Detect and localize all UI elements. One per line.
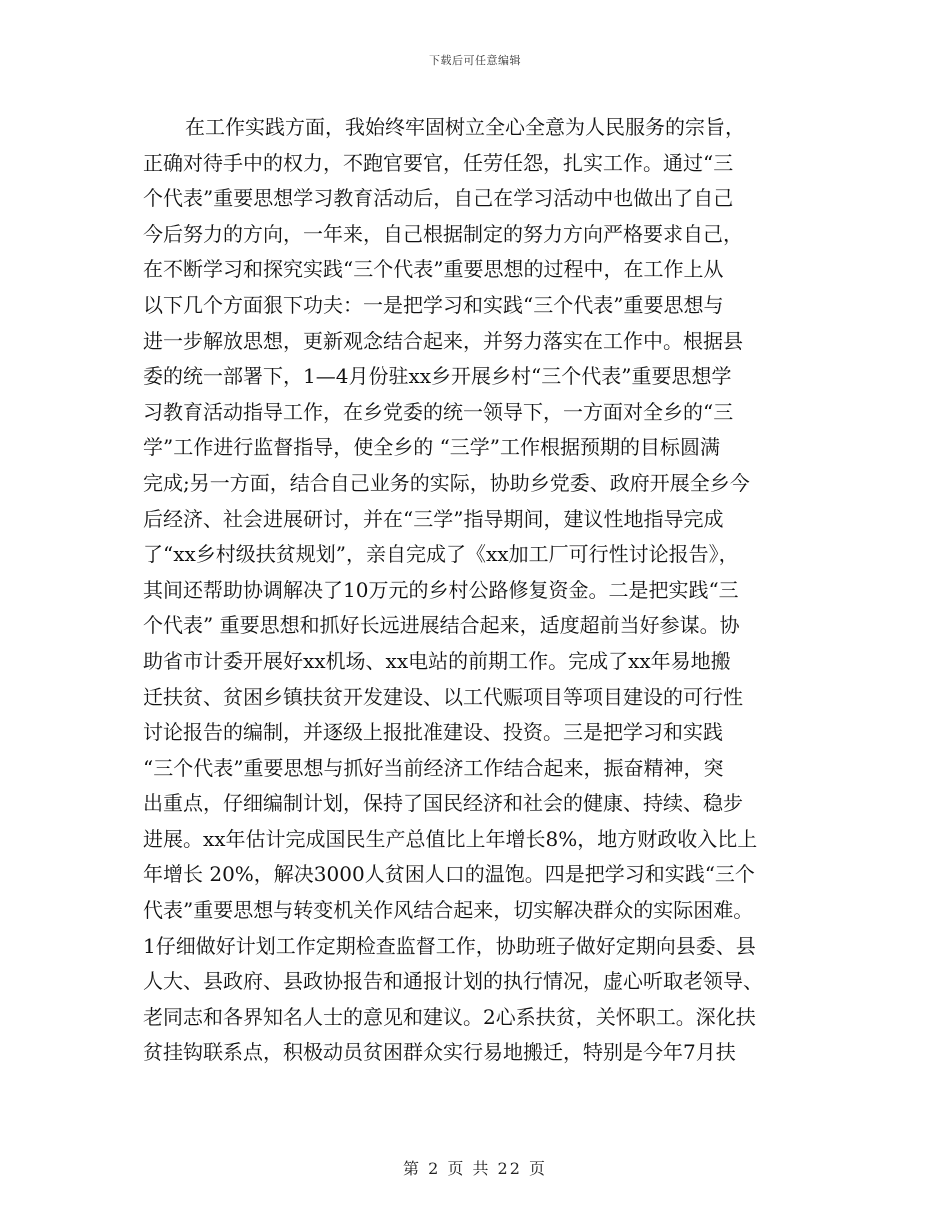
text-line: 以下几个方面狠下功夫：一是把学习和实践“三个代表”重要思想与 <box>143 292 724 317</box>
text-line: 在不断学习和探究实践“三个代表”重要思想的过程中，在工作上从 <box>143 257 724 282</box>
text-line: 今后努力的方向，一年来，自己根据制定的努力方向严格要求自己， <box>143 221 743 246</box>
text-line: 迁扶贫、贫困乡镇扶贫开发建设、以工代赈项目等项目建设的可行性 <box>143 684 743 709</box>
text-line: 老同志和各界知名人士的意见和建议。2心系扶贫，关怀职工。深化扶 <box>143 1004 756 1029</box>
body-paragraph <box>143 110 807 1071</box>
text-line: “三个代表”重要思想与抓好当前经济工作结合起来，振奋精神，突 <box>143 755 724 780</box>
text-line: 进展。xx年估计完成国民生产总值比上年增长8%，地方财政收入比上 <box>143 826 758 851</box>
page-number-footer: 第 2 页 共 22 页 <box>403 1159 547 1178</box>
text-line: 助省市计委开展好xx机场、xx电站的前期工作。完成了xx年易地搬 <box>143 648 731 673</box>
text-line: 代表”重要思想与转变机关作风结合起来，切实解决群众的实际困难。 <box>143 898 754 923</box>
page-header: 下载后可任意编辑 <box>429 54 521 67</box>
text-line: 1仔细做好计划工作定期检查监督工作，协助班子做好定期向县委、县 <box>143 933 756 958</box>
text-line: 后经济、社会进展研讨，并在“三学”指导期间，建议性地指导完成 <box>143 506 724 531</box>
text-line: 进一步解放思想，更新观念结合起来，并努力落实在工作中。根据县 <box>143 328 743 353</box>
text-line: 贫挂钩联系点，积极动员贫困群众实行易地搬迁，特别是今年7月扶 <box>143 1040 736 1065</box>
text-line: 了“xx乡村级扶贫规划”，亲自完成了《xx加工厂可行性讨论报告》， <box>143 542 739 567</box>
text-line: 个代表”重要思想学习教育活动后，自己在学习活动中也做出了自己 <box>143 186 734 211</box>
text-line: 委的统一部署下，1—4月份驻xx乡开展乡村“三个代表”重要思想学 <box>143 364 732 389</box>
text-line: 完成;另一方面，结合自己业务的实际，协助乡党委、政府开展全乡今 <box>143 470 750 495</box>
text-line: 讨论报告的编制，并逐级上报批准建设、投资。三是把学习和实践 <box>143 720 723 745</box>
text-line: 习教育活动指导工作，在乡党委的统一领导下，一方面对全乡的“三 <box>143 399 734 424</box>
text-line: 人大、县政府、县政协报告和通报计划的执行情况，虚心听取老领导、 <box>143 969 763 994</box>
text-line: 学”工作进行监督指导，使全乡的 “三学”工作根据预期的目标圆满 <box>143 435 721 460</box>
text-line: 其间还帮助协调解决了10万元的乡村公路修复资金。二是把实践“三 <box>143 577 739 602</box>
text-line: 年增长 20%，解决3000人贫困人口的温饱。四是把学习和实践“三个 <box>143 862 755 887</box>
text-line: 在工作实践方面，我始终牢固树立全心全意为人民服务的宗旨， <box>185 115 745 139</box>
text-line: 个代表” 重要思想和抓好长远进展结合起来，适度超前当好参谋。协 <box>143 613 740 638</box>
text-line: 正确对待手中的权力，不跑官要官，任劳任怨，扎实工作。通过“三 <box>143 150 734 175</box>
text-line: 出重点，仔细编制计划，保持了国民经济和社会的健康、持续、稳步 <box>143 791 743 816</box>
